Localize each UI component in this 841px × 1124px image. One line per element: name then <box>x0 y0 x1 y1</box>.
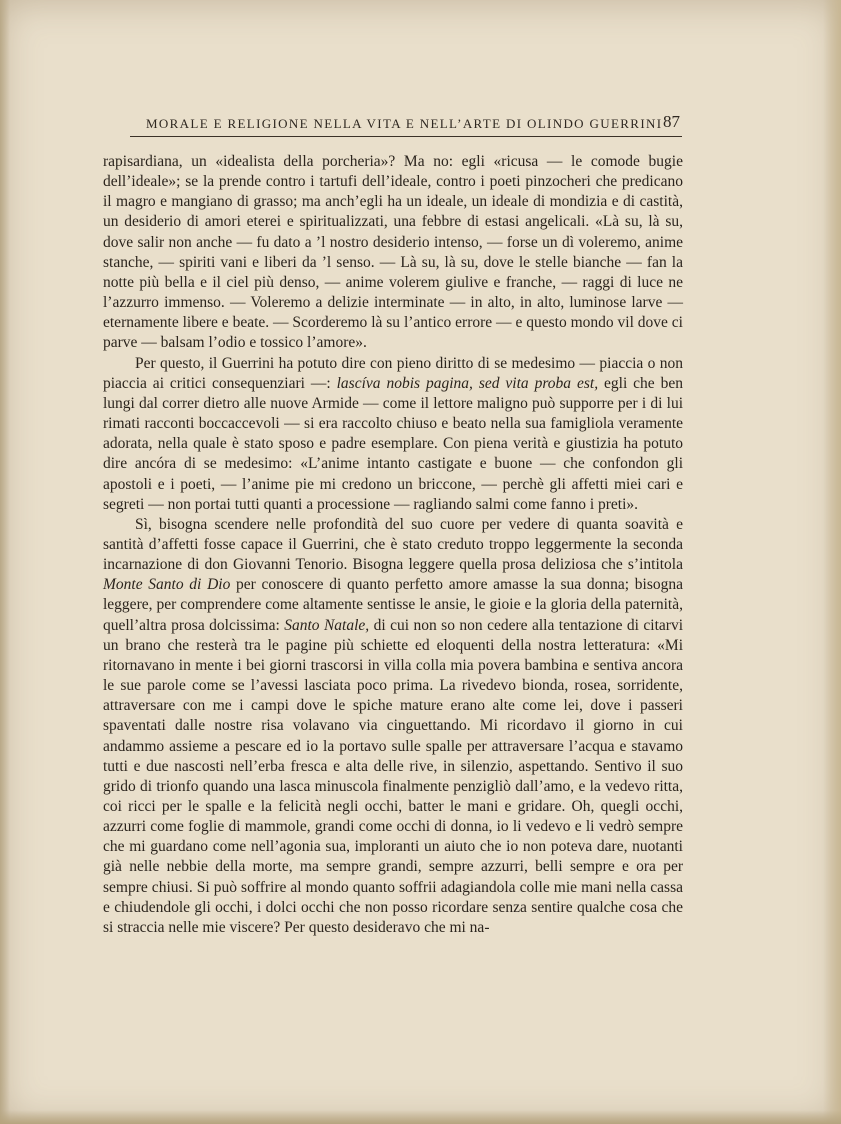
running-title: MORALE E RELIGIONE NELLA VITA E NELL’ARTE DI OLINDO GUERRINI <box>146 116 663 131</box>
title-monte-santo-di-dio: Monte Santo di Dio <box>103 576 231 594</box>
page-number: 87 <box>663 112 680 131</box>
paragraph-3-text-a: Sì, bisogna scendere nelle profondità del suo cuore per vedere di quanta soavità e santità d’affetti fosse capace il Guerrini, che è stato creduto troppo leggermente la seconda incarnazione di don Giovanni Tenorio. Bisogna leggere quella prosa deliziosa che s’intitola <box>103 515 683 574</box>
paragraph-2-text-a: Per questo, il Guerrini ha potuto dire con pieno diritto di se medesimo — piaccia o non piaccia ai critici consequenziari —: <box>103 354 683 392</box>
body-text <box>103 152 683 938</box>
paragraph-2 <box>103 354 683 515</box>
paragraph-3 <box>103 515 683 938</box>
paragraph-3-text-c: di cui non so non cedere alla tentazione di citarvi un brano che resterà tra le pagine più schiette ed eloquenti della nostra letteratura: «Mi ritornavano in mente i bei giorni trascorsi in villa colla mia povera bambina e sentiva ancora le sue parole come se l’avessi lasciata poco prima. La rivedevo bionda, rosea, sorridente, attraversare con me i campi dove le spiche mature erano alte come lei, dove i passeri spaventati dalle nostre risa volavano via cinguettando. Mi ricordavo il giorno in cui andammo assieme a pescare ed io la portavo sulle spalle per attraversare l’acqua e stavamo tutti e due nascosti nell’erba fresca e alta delle rive, in silenzio, aspettando. Sentivo il suo grido di trionfo quando una lasca minuscola finalmente penzigliò dall’amo, e la vedevo ritta, coi ricci per le spalle e la felicità negli occhi, batter le mani e gridare. Oh, quegli occhi, azzurri come foglie di mammole, grandi come occhi di donna, io li vedevo e li vedrò sempre che mi guardano come nell’agonia sua, imploranti un aiuto che io non poteva dare, nuotanti già nelle nebbie della morte, ma sempre grandi, sempre azzurri, belli sempre e ora per sempre chiusi. Si può soffrire al mondo quanto soffrii adagiandola colle mie mani nella cassa e chiudendole gli occhi, i dolci occhi che non posso ricordare senza sentire qualche cosa che si straccia nelle mie viscere? Per questo desideravo che mi na- <box>103 616 684 936</box>
paragraph-1 <box>103 152 683 354</box>
page-edge-right <box>823 0 841 1124</box>
paragraph-1-text: rapisardiana, un «idealista della porcheria»? Ma no: egli «ricusa — le comode bugie dell’ideale»; se la prende contro i tartufi dell’ideale, contro i poeti pinzocheri che predicano il magro e mangiano di grasso; ma anch’egli ha un ideale, un ideale di mondizia e di castità, un desiderio di amori eterei e spiritualizzati, una febbre di estasi angelicali. «Là su, là su, dove salir non anche — fu dato a ’l nostro desiderio intenso, — forse un dì voleremo, anime stanche, — spiriti vani e liberi da ’l senso. — Là su, là su, dove le stelle bianche — fan la notte più bella e il ciel più denso, — anime volerem giulive e franche, — raggi di luce ne l’azzurro immenso. — Voleremo a delizie interminate — in alto, in alto, luminose larve — eternamente libere e beate. — Scorderemo là su l’antico errore — e questo mondo vil dove ci parve — balsam l’odio e tossico l’amore». <box>103 153 683 352</box>
latin-quote: lascíva nobis pagina, sed vita proba est, <box>336 374 599 392</box>
page-edge-left <box>0 0 10 1124</box>
page-edge-bottom <box>0 1110 841 1124</box>
page-header <box>130 112 682 137</box>
paragraph-2-text-b: egli che ben lungi dal correr dietro alle nuove Armide — come il lettore maligno può supporre per i di lui rimati racconti boccaccevoli — si era raccolto chiuso e beato nella sua famigliola veramente adorata, nella quale è stato sposo e padre esemplare. Con piena verità e giustizia ha potuto dire ancóra di se medesimo: «L’anime intanto castigate e buone — che confondon gli apostoli e i poeti, — l’anime pie mi credono un briccone, — perchè gli affetti miei cari e segreti — non portai tutti quanti a processione — ragliando salmi come fanno i preti». <box>103 374 683 513</box>
paragraph-3-text-b: per conoscere di quanto perfetto amore amasse la sua donna; bisogna leggere, per comprendere come altamente sentisse le ansie, le gioie e la gloria della paternità, quell’altra prosa dolcissima: <box>103 576 683 634</box>
title-santo-natale: Santo Natale, <box>284 616 370 634</box>
